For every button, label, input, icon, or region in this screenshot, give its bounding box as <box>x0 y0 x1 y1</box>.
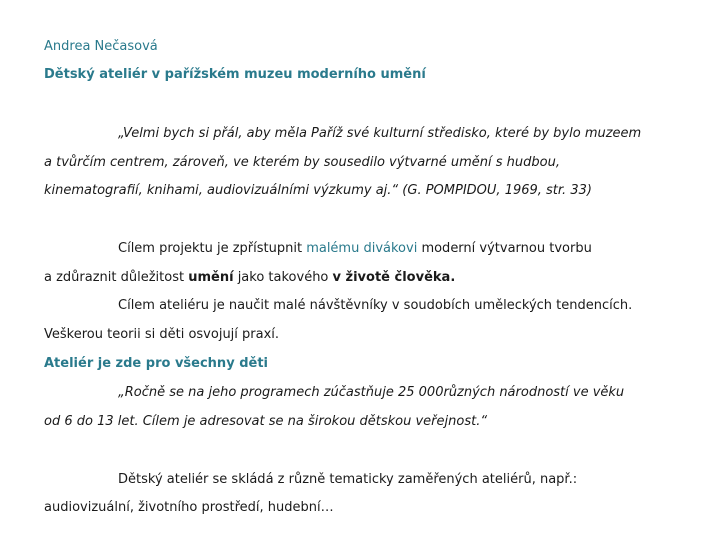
goal-highlight-small-viewer: malému divákovi <box>306 241 418 256</box>
section-heading: Ateliér je zde pro všechny děti <box>44 356 268 371</box>
closing-line-2: audiovizuální, životního prostředí, hudební… <box>44 500 334 515</box>
goal-line-1 <box>118 241 592 257</box>
goal-text: Cílem projektu je zpřístupnit <box>118 241 307 256</box>
quote-atelier-line-1: „Ročně se na jeho programech zúčastňuje 25 000různých národností ve věku <box>118 385 625 400</box>
quote-pompidou-line-1: „Velmi bych si přál, aby měla Paříž své kulturní středisko, které by bylo muzeem <box>118 126 642 141</box>
quote-atelier-line-2: od 6 do 13 let. Cílem je adresovat se na širokou dětskou veřejnost.“ <box>44 414 488 429</box>
goal-text: a zdůraznit důležitost <box>44 270 189 285</box>
closing-line-1: Dětský ateliér se skládá z různě tematicky zaměřených ateliérů, např.: <box>118 472 578 487</box>
quote-pompidou-line-3: kinematografií, knihami, audiovizuálními výzkumy aj.“ (G. POMPIDOU, 1969, str. 33) <box>44 183 592 198</box>
goal-line-4: Veškerou teorii si děti osvojují praxí. <box>44 327 280 342</box>
goal-highlight-art: umění <box>188 270 234 285</box>
quote-pompidou-line-2: a tvůrčím centrem, zároveň, ve kterém by sousedilo výtvarné umění s hudbou, <box>44 155 560 170</box>
goal-line-2 <box>44 270 455 286</box>
document-title: Dětský ateliér v pařížském muzeu moderního umění <box>44 67 426 82</box>
goal-highlight-life: v životě člověka. <box>332 270 456 285</box>
goal-text: moderní výtvarnou tvorbu <box>417 241 592 256</box>
goal-line-3: Cílem ateliéru je naučit malé návštěvníky v soudobích uměleckých tendencích. <box>118 298 633 313</box>
goal-text: jako takového <box>233 270 333 285</box>
author-name: Andrea Nečasová <box>44 39 158 54</box>
